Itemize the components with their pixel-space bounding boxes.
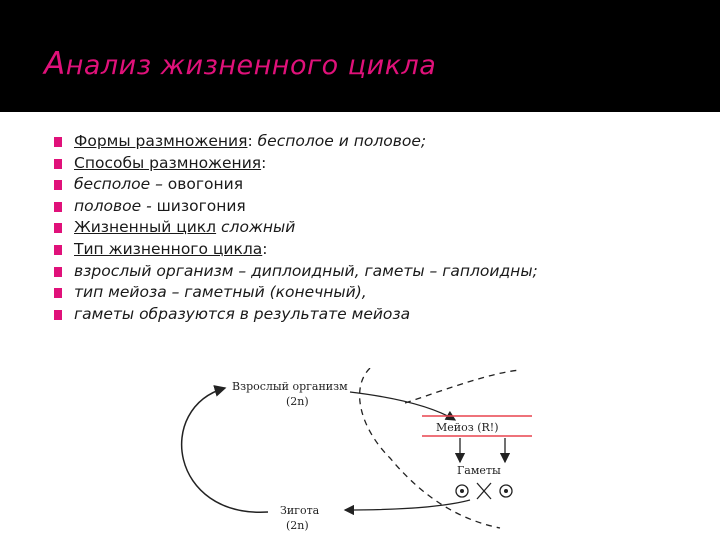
bullet-icon xyxy=(54,245,62,255)
gamete-nucleus-icon xyxy=(504,489,508,493)
slide-title: Анализ жизненного цикла xyxy=(44,46,437,82)
list-item: половое - шизогония xyxy=(54,196,704,218)
bullet-icon xyxy=(54,137,62,147)
list-item: Жизненный цикл сложный xyxy=(54,217,704,239)
bullet-icon xyxy=(54,159,62,169)
gamete-nucleus-icon xyxy=(460,489,464,493)
bullet-list xyxy=(54,131,704,325)
list-item: Тип жизненного цикла: xyxy=(54,239,704,261)
zygote-ploidy: (2n) xyxy=(286,519,309,532)
list-item: взрослый организм – диплоидный, гаметы – гаплоидны; xyxy=(54,261,704,283)
bullet-icon xyxy=(54,310,62,320)
bullet-icon xyxy=(54,180,62,190)
bullet-icon xyxy=(54,202,62,212)
meiosis-label: Мейоз (R!) xyxy=(436,421,499,434)
list-item: Способы размножения: xyxy=(54,153,704,175)
list-item: гаметы образуются в результате мейоза xyxy=(54,304,704,326)
ploidy-boundary xyxy=(360,368,500,528)
ploidy-boundary-top xyxy=(405,370,520,403)
list-item: тип мейоза – гаметный (конечный), xyxy=(54,282,704,304)
list-item: бесполое – овогония xyxy=(54,174,704,196)
adult-ploidy: (2n) xyxy=(286,395,309,408)
adult-label: Взрослый организм xyxy=(232,380,348,393)
life-cycle-diagram xyxy=(160,368,540,538)
cycle-arrow xyxy=(182,388,268,512)
fusion-to-zygote-arrow xyxy=(345,500,470,510)
zygote-label: Зигота xyxy=(280,504,320,517)
bullet-icon xyxy=(54,288,62,298)
gametes-label: Гаметы xyxy=(457,464,501,477)
list-item: Формы размножения: бесполое и половое; xyxy=(54,131,704,153)
bullet-icon xyxy=(54,267,62,277)
bullet-icon xyxy=(54,223,62,233)
